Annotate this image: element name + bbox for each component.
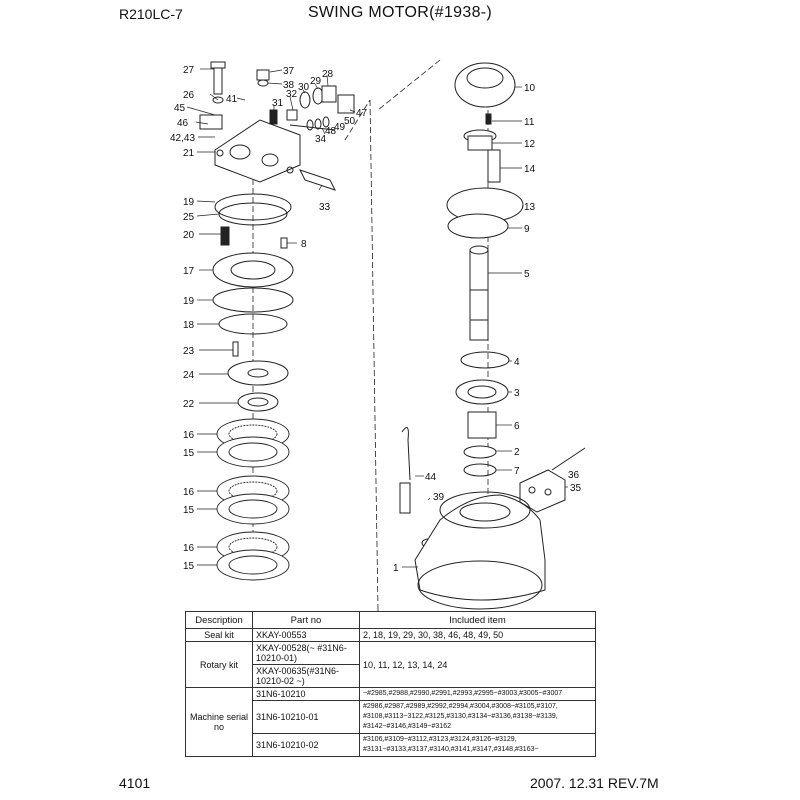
rotary-kit-part-2: XKAY-00635(#31N6-10210-02 ~) xyxy=(253,665,360,688)
rotary-kit-items: 10, 11, 12, 13, 14, 24 xyxy=(360,642,596,688)
parts-kit-table xyxy=(185,611,596,757)
callout-35: 35 xyxy=(570,483,582,494)
callout-15-b: 15 xyxy=(183,505,195,516)
housing-1 xyxy=(415,492,545,609)
callout-48: 48 xyxy=(325,126,337,137)
cylinder-block-17 xyxy=(213,253,293,287)
part-2 xyxy=(464,446,496,458)
callout-16-c: 16 xyxy=(183,543,195,554)
table-header-row xyxy=(186,612,596,629)
callout-45: 45 xyxy=(174,103,186,114)
machine-items-2: #2986,#2987,#2989,#2992,#2994,#3004,#3008~#3105,#3107, #3108,#3113~3122,#3125,#3130,#3134~#3136,#3138~#3139, #3142~#3146,#3149~#3162 xyxy=(360,701,596,734)
callout-3: 3 xyxy=(514,388,520,399)
callout-5: 5 xyxy=(524,269,530,280)
model-label: R210LC-7 xyxy=(119,6,183,22)
callout-46: 46 xyxy=(177,118,189,129)
machine-items-3: #3106,#3109~#3112,#3123,#3124,#3126~#3129, #3131~#3133,#3137,#3140,#3141,#3147,#3148,#3163~ xyxy=(360,734,596,757)
callout-50: 50 xyxy=(344,116,356,127)
callout-8: 8 xyxy=(301,239,307,250)
friction-plates xyxy=(217,419,289,580)
callout-17: 17 xyxy=(183,266,195,277)
part-14 xyxy=(488,150,500,182)
callout-13: 13 xyxy=(524,202,536,213)
bearing-22 xyxy=(238,393,278,411)
machine-part-2: 31N6-10210-01 xyxy=(253,701,360,734)
machine-serial-desc: Machine serial no xyxy=(186,688,253,757)
revision-date: 2007. 12.31 REV.7M xyxy=(530,775,659,791)
rotary-kit-part-1: XKAY-00528(~ #31N6-10210-01) xyxy=(253,642,360,665)
callout-33: 33 xyxy=(319,202,331,213)
callout-16-a: 16 xyxy=(183,430,195,441)
table-row-rotary-kit-1 xyxy=(186,642,596,665)
callout-38: 38 xyxy=(283,80,295,91)
callout-2: 2 xyxy=(514,447,520,458)
swash-plate-10 xyxy=(455,63,515,107)
callout-27: 27 xyxy=(183,65,195,76)
callout-39: 39 xyxy=(433,492,445,503)
pin-part-8 xyxy=(281,238,287,248)
callout-15-c: 15 xyxy=(183,561,195,572)
callout-26: 26 xyxy=(183,90,195,101)
page-number: 4101 xyxy=(119,775,151,791)
callout-37: 37 xyxy=(283,66,295,77)
callout-29: 29 xyxy=(310,76,322,87)
callout-22: 22 xyxy=(183,399,195,410)
callout-15-a: 15 xyxy=(183,448,195,459)
callout-49: 49 xyxy=(334,122,346,133)
callout-34: 34 xyxy=(315,134,327,145)
header-description: Description xyxy=(186,612,253,629)
callout-41: 41 xyxy=(226,94,238,105)
callout-36: 36 xyxy=(568,470,580,481)
callout-24: 24 xyxy=(183,370,195,381)
callout-16-b: 16 xyxy=(183,487,195,498)
seal-kit-desc: Seal kit xyxy=(186,629,253,642)
page-title: SWING MOTOR(#1938-) xyxy=(307,4,493,21)
part-9 xyxy=(448,214,508,238)
callout-14: 14 xyxy=(524,164,536,175)
callout-30: 30 xyxy=(298,82,310,93)
part-11 xyxy=(486,114,491,124)
seal-kit-part: XKAY-00553 xyxy=(253,629,360,642)
seal-kit-items: 2, 18, 19, 29, 30, 38, 46, 48, 49, 50 xyxy=(360,629,596,642)
machine-items-1: ~#2985,#2988,#2990,#2991,#2993,#2995~#3003,#3005~#3007 xyxy=(360,688,596,701)
callout-18: 18 xyxy=(183,320,195,331)
callout-44: 44 xyxy=(425,472,437,483)
callout-10: 10 xyxy=(524,83,536,94)
table-row-machine-1 xyxy=(186,688,596,701)
machine-part-1: 31N6-10210 xyxy=(253,688,360,701)
callout-32: 32 xyxy=(286,89,298,100)
callout-19-lower: 19 xyxy=(183,296,195,307)
callout-12: 12 xyxy=(524,139,536,150)
snap-ring-7 xyxy=(464,464,496,476)
shaft-5 xyxy=(470,246,488,340)
callout-4: 4 xyxy=(514,357,520,368)
callout-9: 9 xyxy=(524,224,530,235)
callout-47: 47 xyxy=(356,108,368,119)
callout-1: 1 xyxy=(393,563,399,574)
callout-21: 21 xyxy=(183,148,195,159)
callout-28: 28 xyxy=(322,69,334,80)
snap-ring-4 xyxy=(461,352,509,368)
plate-24 xyxy=(228,361,288,385)
callout-11: 11 xyxy=(524,117,535,128)
level-gauge-44 xyxy=(400,428,410,514)
machine-part-3: 31N6-10210-02 xyxy=(253,734,360,757)
rotary-kit-desc: Rotary kit xyxy=(186,642,253,688)
table-row-seal-kit xyxy=(186,629,596,642)
callout-19-upper: 19 xyxy=(183,197,195,208)
callout-20: 20 xyxy=(183,230,195,241)
callout-7: 7 xyxy=(514,466,520,477)
callout-31: 31 xyxy=(272,98,284,109)
pin-part-23 xyxy=(233,342,238,356)
piston-12 xyxy=(464,130,496,150)
bushing-6 xyxy=(468,412,496,438)
spring-part-20 xyxy=(221,227,229,245)
callout-6: 6 xyxy=(514,421,520,432)
callout-42-43: 42,43 xyxy=(170,133,196,144)
header-included-item: Included item xyxy=(360,612,596,629)
bearing-3 xyxy=(456,380,508,404)
callout-25: 25 xyxy=(183,212,195,223)
header-part-no: Part no xyxy=(253,612,360,629)
callout-23: 23 xyxy=(183,346,195,357)
